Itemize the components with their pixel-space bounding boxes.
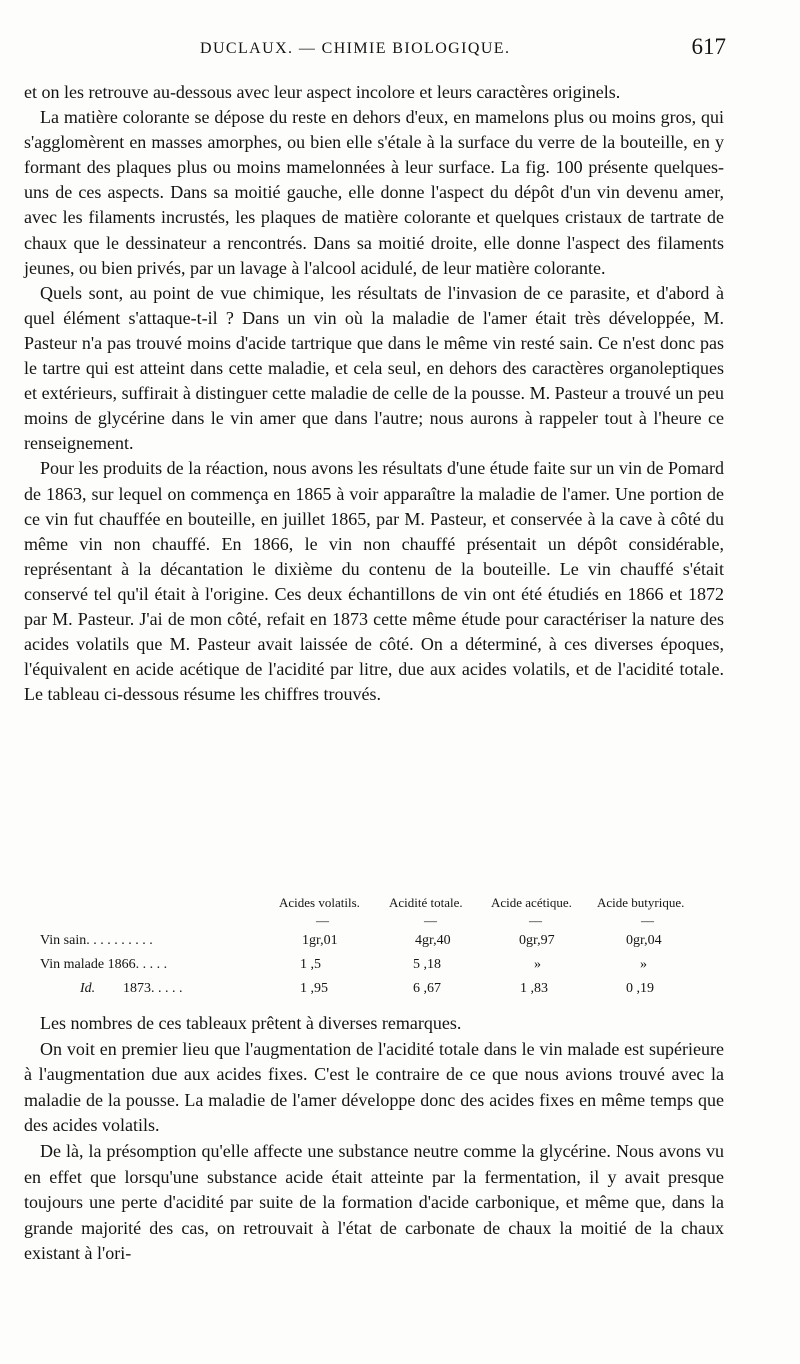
- column-rule: —: [641, 913, 654, 928]
- table-cell: 1 ,95: [300, 981, 328, 996]
- table-cell: 1gr,01: [302, 933, 338, 948]
- row-label: Id.: [80, 981, 96, 996]
- paragraph: Les nombres de ces tableaux prêtent à diverses remarques.: [40, 1013, 462, 1033]
- column-header: Acide butyrique.: [597, 895, 685, 910]
- paragraph: On voit en premier lieu que l'augmentation de l'acidité totale dans le vin malade est supérieure à l'augmentation due aux acides fixes. C'est le contraire de ce que nous avions trouvé avec la maladie de la pousse. La maladie de l'amer développe donc des acides fixes en même temps que des acides volatils.: [24, 1038, 724, 1136]
- table-cell: 1 ,5: [300, 957, 321, 972]
- paragraph: La matière colorante se dépose du reste en dehors d'eux, en mamelons plus ou moins gros, qui s'agglomèrent en masses amorphes, ou bien elle s'étale à la surface du verre de la bouteille, en y formant des plaques plus ou moins mamelonnées à leur surface. La fig. 100 présente quelques-uns de ces aspects. Dans sa moitié gauche, elle donne l'aspect du dépôt d'un vin devenu amer, avec les filaments incrustés, les plaques de matière colorante et quelques cristaux de tartrate de chaux que le dessinateur a rencontrés. Dans sa moitié droite, elle donne l'aspect des filaments jeunes, ou bien privés, par un lavage à l'alcool acidulé, de leur matière colorante.: [24, 107, 724, 278]
- table-cell: 0 ,19: [626, 981, 654, 996]
- paragraph: et on les retrouve au-dessous avec leur aspect incolore et leurs caractères originels.: [24, 82, 621, 102]
- table-cell: 6 ,67: [413, 981, 441, 996]
- paragraph: De là, la présomption qu'elle affecte une substance neutre comme la glycérine. Nous avons vu en effet que lorsqu'une substance acide était atteinte par la fermentation, il y avait presque toujours une perte d'acidité par suite de la formation d'acide carbonique, et même que, dans la grande majorité des cas, on retrouvait à l'état de carbonate de chaux la moitié de la chaux existant à l'ori-: [24, 1140, 724, 1264]
- running-head: DUCLAUX. — CHIMIE BIOLOGIQUE.: [200, 40, 511, 57]
- paragraph: Pour les produits de la réaction, nous avons les résultats d'une étude faite sur un vin de Pomard de 1863, sur lequel on commença en 1865 à voir apparaître la maladie de l'amer. Une portion de ce vin fut chauffée en bouteille, en juillet 1865, par M. Pasteur, et conservée à la cave à côté du même vin non chauffé. En 1866, le vin non chauffé présentait un dépôt considérable, représentant à la décantation le dixième du contenu de la bouteille. Le vin chauffé s'était conservé tel qu'il était à l'origine. Ces deux échantillons de vin ont été étudiés en 1866 et 1872 par M. Pasteur. J'ai de mon côté, refait en 1873 cette même étude pour caractériser la nature des acides volatils que M. Pasteur avait laissée de côté. On a déterminé, à ces diverses époques, l'équivalent en acide acétique de l'acidité par litre, due aux acides volatils, et de l'acidité totale. Le tableau ci-dessous résume les chiffres trouvés.: [24, 458, 724, 705]
- table-cell: »: [534, 957, 541, 972]
- body-text-upper: [24, 80, 724, 707]
- body-text-lower: [24, 1011, 724, 1267]
- row-label: Vin malade 1866. . . . .: [40, 957, 168, 972]
- table-cell: 0gr,97: [519, 933, 555, 948]
- table-cell: 0gr,04: [626, 933, 662, 948]
- column-rule: —: [424, 913, 437, 928]
- column-header: Acides volatils.: [279, 895, 360, 910]
- acidity-table: [24, 895, 724, 1005]
- row-label: 1873. . . . .: [123, 981, 183, 996]
- column-rule: —: [529, 913, 542, 928]
- table-cell: »: [640, 957, 647, 972]
- page-header: [24, 34, 724, 64]
- paragraph: Quels sont, au point de vue chimique, les résultats de l'invasion de ce parasite, et d'abord à quel élément s'attaque-t-il ? Dans un vin où la maladie de l'amer était très développée, M. Pasteur n'a pas trouvé moins d'acide tartrique que dans le même vin resté sain. Ce n'est donc pas le tartre qui est atteint dans cette maladie, et cela seul, en dehors des caractères organoleptiques et extérieurs, suffirait à distinguer cette maladie de celle de la pousse. M. Pasteur a trouvé un peu moins de glycérine dans le vin amer que dans l'autre; nous aurons à rappeler tout à l'heure ce renseignement.: [24, 282, 724, 454]
- table-cell: 4gr,40: [415, 933, 451, 948]
- column-rule: —: [316, 913, 329, 928]
- column-header: Acidité totale.: [389, 895, 463, 910]
- table-cell: 5 ,18: [413, 957, 441, 972]
- table-cell: 1 ,83: [520, 981, 548, 996]
- page-number: 617: [691, 34, 726, 59]
- column-header: Acide acétique.: [491, 895, 572, 910]
- row-label: Vin sain. . . . . . . . . .: [40, 933, 153, 948]
